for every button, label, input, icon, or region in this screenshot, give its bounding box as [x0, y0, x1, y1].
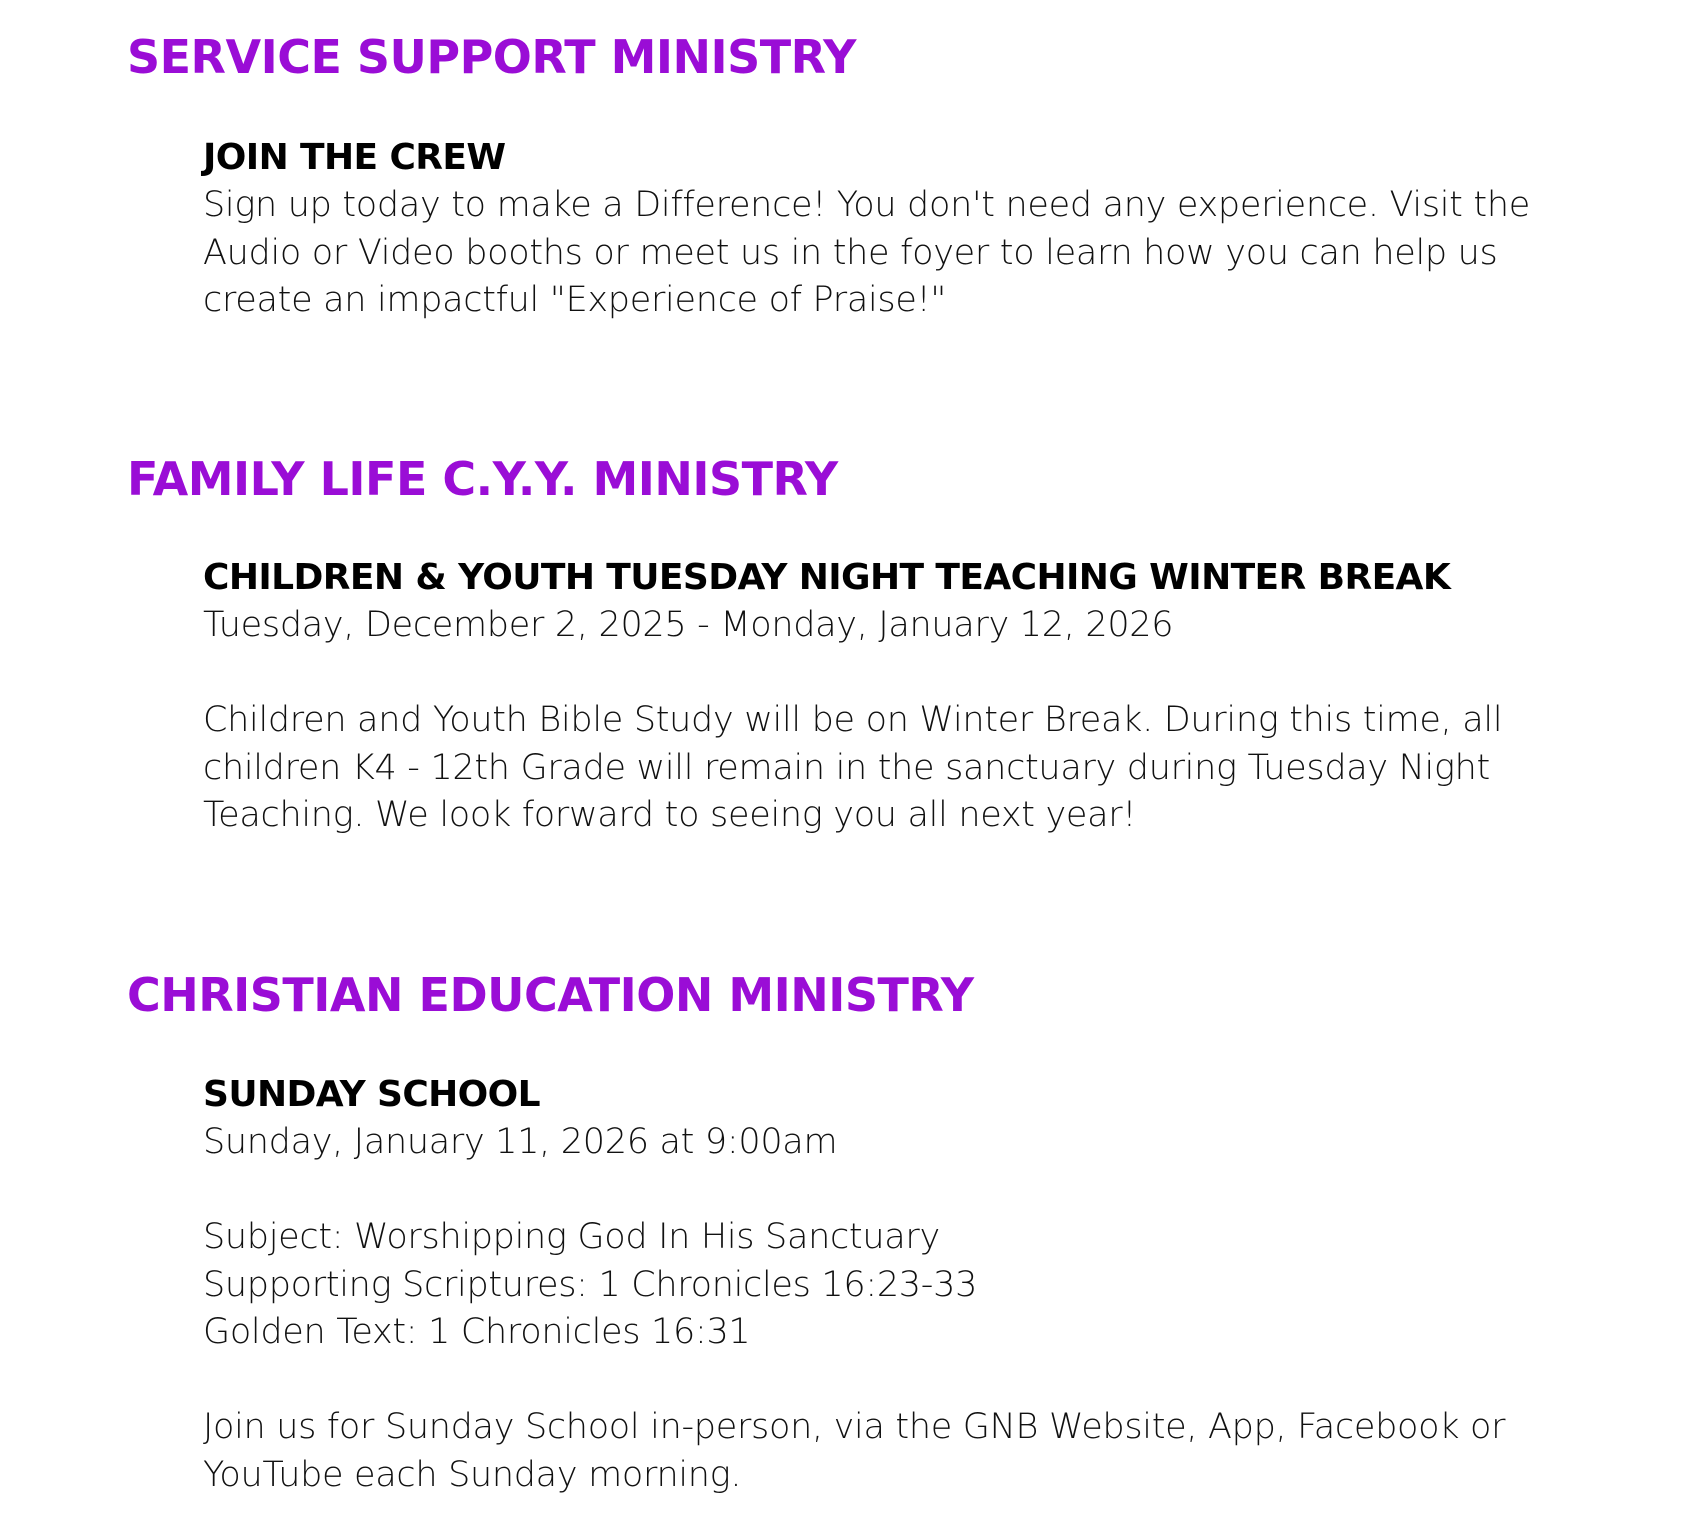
detail-supporting-scriptures: Supporting Scriptures: 1 Chronicles 16:23-33: [203, 1264, 978, 1305]
body-line: Children and Youth Bible Study will be on Winter Break. During this time, all: [203, 700, 1503, 740]
spacer: [203, 1167, 1603, 1215]
body-line: create an impactful "Experience of Praise!": [203, 280, 947, 320]
item-title: JOIN THE CREW: [203, 137, 506, 178]
spacer: [203, 1357, 1603, 1405]
section-title-service-support: SERVICE SUPPORT MINISTRY: [127, 30, 856, 84]
section-title-christian-education: CHRISTIAN EDUCATION MINISTRY: [127, 968, 974, 1022]
body-line: Audio or Video booths or meet us in the foyer to learn how you can help us: [203, 232, 1498, 273]
item-join-the-crew: [203, 134, 1603, 325]
event-date: Sunday, January 11, 2026 at 9:00am: [203, 1122, 838, 1162]
detail-subject: Subject: Worshipping God In His Sanctuary: [203, 1217, 940, 1257]
spacer: [203, 650, 1603, 698]
body-line: Join us for Sunday School in-person, via the GNB Website, App, Facebook or: [203, 1407, 1506, 1447]
item-title: CHILDREN & YOUTH TUESDAY NIGHT TEACHING WINTER BREAK: [203, 557, 1451, 598]
section-title-family-life: FAMILY LIFE C.Y.Y. MINISTRY: [127, 452, 838, 506]
body-line: YouTube each Sunday morning.: [203, 1454, 742, 1495]
item-title: SUNDAY SCHOOL: [203, 1074, 541, 1115]
detail-golden-text: Golden Text: 1 Chronicles 16:31: [203, 1312, 751, 1352]
body-line: Teaching. We look forward to seeing you all next year!: [203, 795, 1137, 835]
body-line: children K4 - 12th Grade will remain in the sanctuary during Tuesday Night: [203, 747, 1490, 788]
item-children-youth-winter-break: [203, 554, 1603, 840]
body-line: Sign up today to make a Difference! You don't need any experience. Visit the: [203, 185, 1530, 225]
item-sunday-school: [203, 1071, 1603, 1499]
event-date: Tuesday, December 2, 2025 - Monday, January 12, 2026: [203, 605, 1174, 645]
